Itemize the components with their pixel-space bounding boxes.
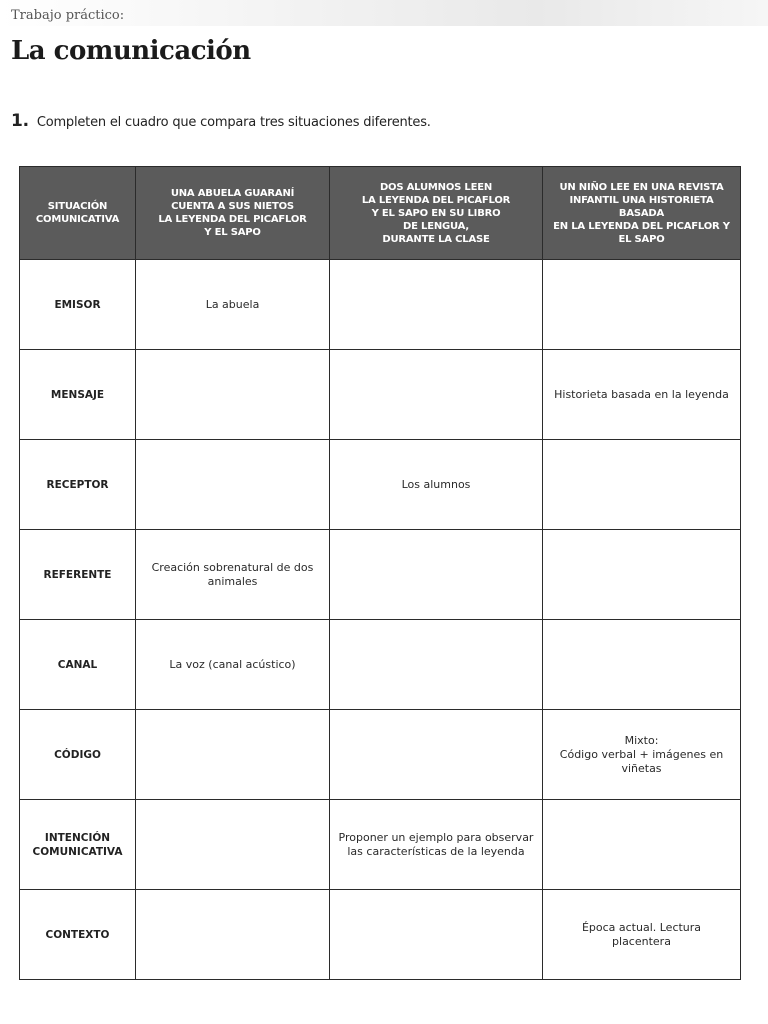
table-row-receptor (20, 440, 741, 530)
activity-instruction (11, 111, 431, 131)
table-cell[interactable] (543, 440, 741, 530)
worksheet-kicker: Trabajo práctico: (11, 8, 125, 23)
table-cell[interactable]: La abuela (136, 260, 330, 350)
row-label: REFERENTE (20, 530, 136, 620)
row-label: RECEPTOR (20, 440, 136, 530)
row-label: CONTEXTO (20, 890, 136, 980)
table-cell[interactable] (136, 440, 330, 530)
table-cell[interactable] (543, 260, 741, 350)
table-cell[interactable] (330, 530, 543, 620)
activity-number: 1. (11, 111, 29, 131)
activity-instruction-text: Completen el cuadro que compara tres situaciones diferentes. (36, 115, 431, 130)
table-row-codigo (20, 710, 741, 800)
header-abuela: UNA ABUELA GUARANÍ CUENTA A SUS NIETOS LA LEYENDA DEL PICAFLOR Y EL SAPO (136, 167, 330, 260)
table-cell[interactable]: Los alumnos (330, 440, 543, 530)
table-cell[interactable] (136, 350, 330, 440)
comparison-table (19, 166, 741, 980)
row-label: CÓDIGO (20, 710, 136, 800)
row-label: MENSAJE (20, 350, 136, 440)
page-title: La comunicación (11, 36, 251, 66)
table-row-referente (20, 530, 741, 620)
table-cell[interactable] (330, 890, 543, 980)
table-row-canal (20, 620, 741, 710)
table-cell[interactable] (330, 260, 543, 350)
table-row-mensaje (20, 350, 741, 440)
table-cell[interactable] (543, 620, 741, 710)
table-cell[interactable]: Creación sobrenatural de dos animales (136, 530, 330, 620)
table-cell[interactable] (543, 800, 741, 890)
row-label: EMISOR (20, 260, 136, 350)
table-cell[interactable] (136, 710, 330, 800)
table-row-contexto (20, 890, 741, 980)
table-cell[interactable]: Historieta basada en la leyenda (543, 350, 741, 440)
table-cell[interactable] (136, 800, 330, 890)
header-alumnos: DOS ALUMNOS LEEN LA LEYENDA DEL PICAFLOR Y EL SAPO EN SU LIBRO DE LENGUA, DURANTE LA CLASE (330, 167, 543, 260)
table-cell[interactable]: La voz (canal acústico) (136, 620, 330, 710)
table-header-row (20, 167, 741, 260)
row-label: INTENCIÓN COMUNICATIVA (20, 800, 136, 890)
table-row-emisor (20, 260, 741, 350)
table-cell[interactable] (543, 530, 741, 620)
table-cell[interactable] (330, 710, 543, 800)
header-nino: UN NIÑO LEE EN UNA REVISTA INFANTIL UNA HISTORIETA BASADA EN LA LEYENDA DEL PICAFLOR Y EL SAPO (543, 167, 741, 260)
header-situacion: SITUACIÓN COMUNICATIVA (20, 167, 136, 260)
table-cell[interactable] (330, 350, 543, 440)
table-cell[interactable] (330, 620, 543, 710)
row-label: CANAL (20, 620, 136, 710)
table-cell[interactable]: Época actual. Lectura placentera (543, 890, 741, 980)
table-cell[interactable]: Proponer un ejemplo para observar las características de la leyenda (330, 800, 543, 890)
table-cell[interactable]: Mixto: Código verbal + imágenes en viñetas (543, 710, 741, 800)
table-row-intencion (20, 800, 741, 890)
table-cell[interactable] (136, 890, 330, 980)
